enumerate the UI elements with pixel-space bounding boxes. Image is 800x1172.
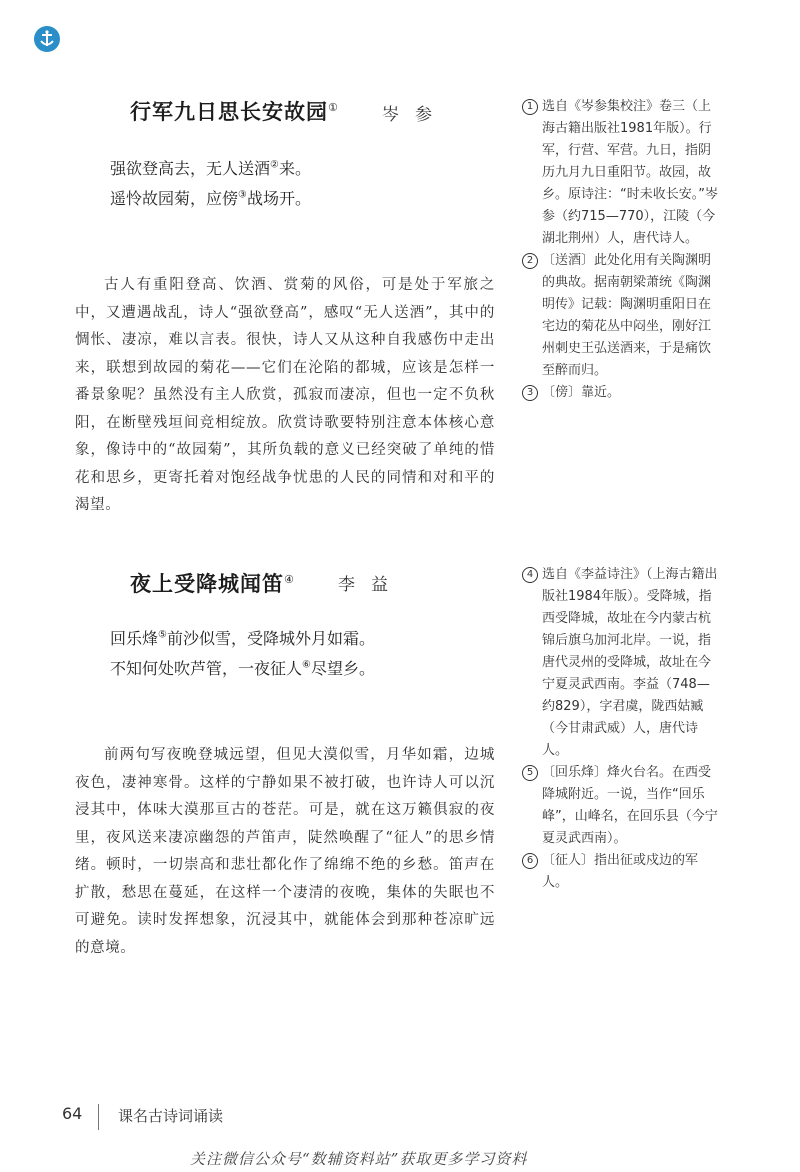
footnote-ref[interactable]: ② xyxy=(270,159,279,171)
footnote-item xyxy=(522,96,722,250)
footnote-list xyxy=(522,96,722,404)
footnote-number: 2 xyxy=(522,253,538,269)
corner-anchor-icon xyxy=(34,26,60,52)
footnote-text: 〔回乐烽〕烽火台名。在西受降城附近。一说，当作“回乐峰”，山峰名，在回乐县（今宁夏灵武西南）。 xyxy=(542,765,718,846)
footnote-item xyxy=(522,850,722,894)
footer-divider xyxy=(98,1104,99,1130)
footnote-item xyxy=(522,250,722,382)
footnote-ref[interactable]: ⑤ xyxy=(158,629,167,641)
footnote-item xyxy=(522,762,722,850)
poem-title: 行军九日思长安故园① xyxy=(130,100,339,124)
appreciation-paragraph: 古人有重阳登高、饮酒、赏菊的风俗，可是处于军旅之中，又遭遇战乱，诗人“强欲登高”，感叹“无人送酒”，其中的惆怅、凄凉，难以言表。很快，诗人又从这种自我感伤中走出来，联想到故园的菊花——它们在沦陷的都城，应该是怎样一番景象呢？虽然没有主人欣赏，孤寂而凄凉，但也一定不负秋阳，在断壁残垣间竞相绽放。欣赏诗歌要特别注意本体核心意象，像诗中的“故园菊”，其所负载的意义已经突破了单纯的惜花和思乡，更寄托着对饱经战争忧患的人民的同情和对和平的渴望。 xyxy=(75,277,495,513)
appreciation-paragraph: 前两句写夜晚登城远望，但见大漠似雪，月华如霜，边城夜色，凄神寒骨。这样的宁静如果不被打破，也许诗人可以沉浸其中，体味大漠那亘古的苍茫。可是，就在这万籁俱寂的夜里，夜风送来凄凉幽怨的芦笛声，陡然唤醒了“征人”的思乡情绪。顿时，一切崇高和悲壮都化作了绵绵不绝的乡愁。笛声在扩散，愁思在蔓延，在这样一个凄清的夜晚，集体的失眠也不可避免。读时发挥想象，沉浸其中，就能体会到那种苍凉旷远的意境。 xyxy=(75,747,495,956)
footnote-ref[interactable]: ⑥ xyxy=(302,659,311,671)
footnote-text: 〔傍〕靠近。 xyxy=(542,385,621,400)
footnote-text: 选自《岑参集校注》卷三（上海古籍出版社1981年版）。行军，行营、军营。九日，指阴历九月九日重阳节。故园，故乡。原诗注：“时未收长安。”岑参（约715—770），江陵（今湖北荆州）人，唐代诗人。 xyxy=(542,99,718,246)
poem-author: 李益 xyxy=(338,575,404,595)
footnote-text: 选自《李益诗注》（上海古籍出版社1984年版）。受降城，指西受降城，故址在今内蒙古杭锦后旗乌加河北岸。一说，指唐代灵州的受降城，故址在今宁夏灵武西南。李益（748—约829），字君虞，陇西姑臧（今甘肃武威）人，唐代诗人。 xyxy=(542,567,718,758)
verse-line: 遥怜故园菊，应傍③战场开。 xyxy=(110,189,311,208)
section-title: 课名古诗词诵读 xyxy=(118,1107,224,1125)
verse-line: 回乐烽⑤前沙似雪，受降城外月如霜。 xyxy=(110,629,375,648)
verse-line: 强欲登高去，无人送酒②来。 xyxy=(110,159,311,178)
watermark-text: 关注微信公众号“数辅资料站”获取更多学习资料 xyxy=(190,1150,528,1168)
footnote-item xyxy=(522,564,722,762)
footnote-ref[interactable]: ① xyxy=(328,101,339,114)
footnote-text: 〔征人〕指出征或戍边的军人。 xyxy=(542,853,699,890)
page-number: 64 xyxy=(62,1104,83,1123)
footnote-number: 4 xyxy=(522,567,538,583)
footnote-item xyxy=(522,382,722,404)
footnote-number: 5 xyxy=(522,765,538,781)
footnote-text: 〔送酒〕此处化用有关陶渊明的典故。据南朝梁萧统《陶渊明传》记载：陶渊明重阳日在宅边的菊花丛中闷坐，刚好江州刺史王弘送酒来，于是痛饮至醉而归。 xyxy=(542,253,712,378)
footnote-number: 6 xyxy=(522,853,538,869)
footnote-number: 3 xyxy=(522,385,538,401)
poem-author: 岑参 xyxy=(382,105,448,125)
footnote-ref[interactable]: ④ xyxy=(284,573,295,586)
poem-title: 夜上受降城闻笛④ xyxy=(130,572,295,596)
footnote-number: 1 xyxy=(522,99,538,115)
footnote-list xyxy=(522,564,722,894)
verse-line: 不知何处吹芦管，一夜征人⑥尽望乡。 xyxy=(110,659,375,678)
footnote-ref[interactable]: ③ xyxy=(238,189,247,201)
